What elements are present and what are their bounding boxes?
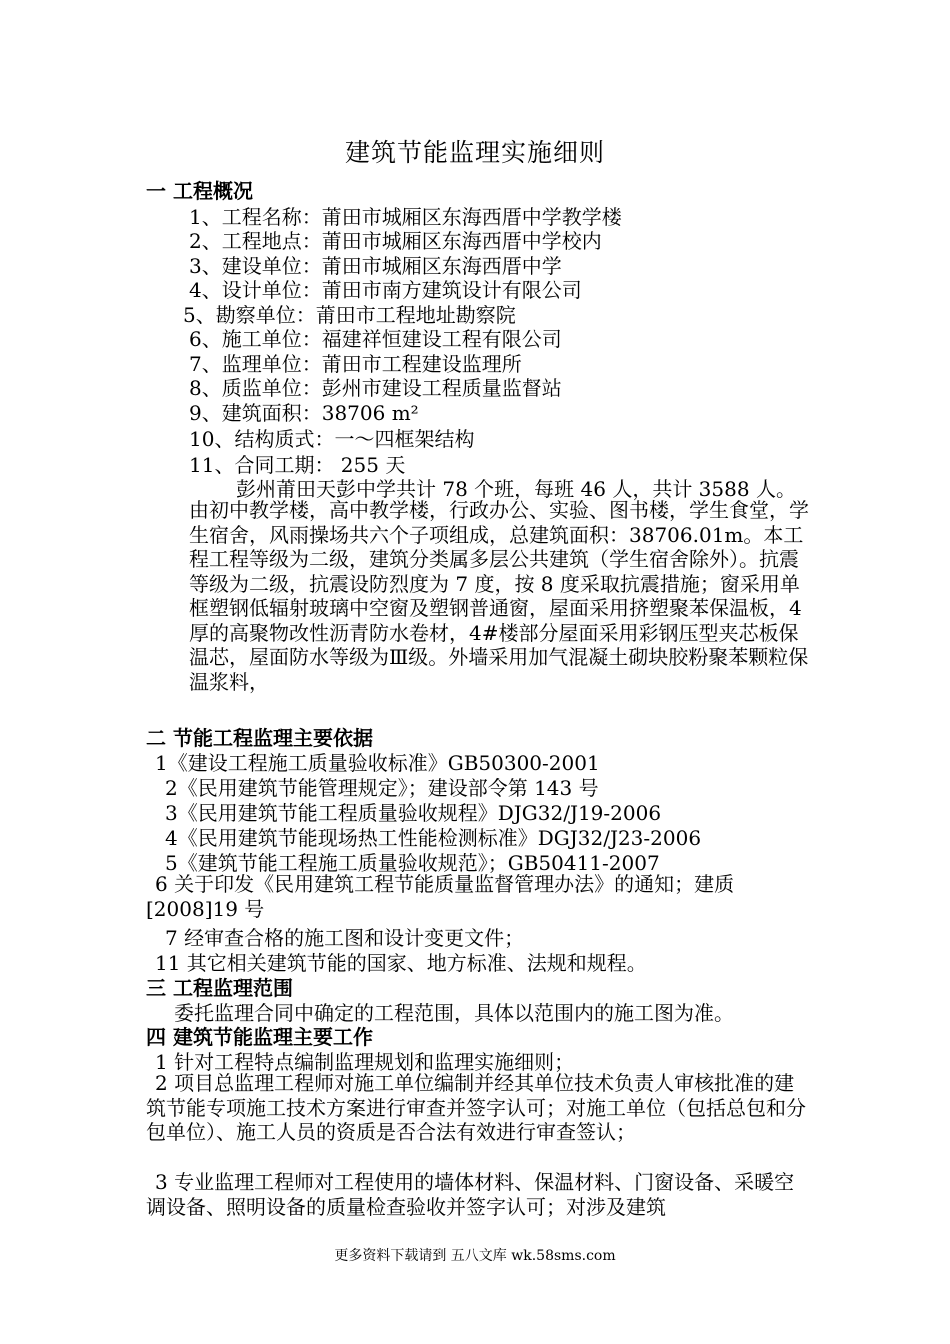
work-item: 1 针对工程特点编制监理规划和监理实施细则；: [155, 1050, 575, 1074]
overview-item: 10、结构质式：一～四框架结构: [189, 427, 475, 451]
overview-item: 9、建筑面积：38706 m²: [189, 401, 419, 425]
document-title: 建筑节能监理实施细则: [344, 138, 605, 167]
overview-item: 2、工程地点：莆田市城厢区东海西厝中学校内: [189, 229, 602, 253]
overview-item: 4、设计单位：莆田市南方建筑设计有限公司: [189, 278, 582, 302]
scope-text: 委托监理合同中确定的工程范围，具体以范围内的施工图为准。: [174, 1001, 734, 1025]
overview-item: 3、建设单位：莆田市城厢区东海西厝中学: [189, 254, 562, 278]
work-item: 3 专业监理工程师对工程使用的墙体材料、保温材料、门窗设备、采暖空调设备、照明设备的质量检查验收并签字认可；对涉及建筑: [146, 1170, 795, 1219]
overview-item: 6、施工单位：福建祥恒建设工程有限公司: [189, 327, 562, 351]
basis-item: 4《民用建筑节能现场热工性能检测标准》DGJ32/J23-2006: [165, 826, 702, 850]
overview-paragraph: 由初中教学楼，高中教学楼，行政办公、实验、图书楼，学生食堂，学生宿舍，风雨操场共六个子项组成，总建筑面积：38706.01m。本工程工程等级为二级，建筑分类属多层公共建筑（学生宿舍除外）。抗震等级为二级，抗震设防烈度为 7 度，按 8 度采取抗震措施；窗采用单框塑钢低辐射玻璃中空窗及塑钢普通窗，屋面采用挤塑聚苯保温板，4 厚的高聚物改性沥青防水卷材，4#楼部分屋面采用彩钢压型夹芯板保温芯，屋面防水等级为Ⅲ级。外墙采用加气混凝土砌块胶粉聚苯颗粒保温浆料，: [189, 498, 809, 694]
section-heading-scope: 三 工程监理范围: [146, 976, 293, 1000]
basis-item: 3《民用建筑节能工程质量验收规程》DJG32/J19-2006: [165, 801, 662, 825]
basis-item: 1《建设工程施工质量验收标准》GB50300-2001: [155, 751, 600, 775]
page-footer: 更多资料下载请到 五八文库 wk.58sms.com: [334, 1248, 616, 1264]
overview-item: 5、勘察单位：莆田市工程地址勘察院: [183, 303, 516, 327]
section-heading-overview: 一 工程概况: [146, 179, 253, 203]
section-heading-work: 四 建筑节能监理主要工作: [146, 1025, 373, 1049]
basis-item: 2《民用建筑节能管理规定》；建设部令第 143 号: [165, 776, 599, 800]
basis-item: 5《建筑节能工程施工质量验收规范》；GB50411-2007: [165, 851, 660, 875]
overview-paragraph-first-line: 彭州莆田天彭中学共计 78 个班，每班 46 人，共计 3588 人。: [236, 477, 796, 501]
basis-item: 6 关于印发《民用建筑工程节能质量监督管理办法》的通知；建质[2008]19 号: [146, 872, 735, 921]
overview-item: 11、合同工期： 255 天: [189, 453, 406, 477]
overview-item: 7、监理单位：莆田市工程建设监理所: [189, 352, 522, 376]
basis-item: 7 经审查合格的施工图和设计变更文件；: [165, 926, 525, 950]
work-item: 2 项目总监理工程师对施工单位编制并经其单位技术负责人审核批准的建筑节能专项施工技术方案进行审查并签字认可；对施工单位（包括总包和分包单位）、施工人员的资质是否合法有效进行审查签认；: [146, 1071, 806, 1144]
overview-item: 1、工程名称：莆田市城厢区东海西厝中学教学楼: [189, 205, 622, 229]
section-heading-basis: 二 节能工程监理主要依据: [146, 726, 373, 750]
overview-item: 8、质监单位：彭州市建设工程质量监督站: [189, 376, 562, 400]
basis-item: 11 其它相关建筑节能的国家、地方标准、法规和规程。: [155, 951, 647, 975]
